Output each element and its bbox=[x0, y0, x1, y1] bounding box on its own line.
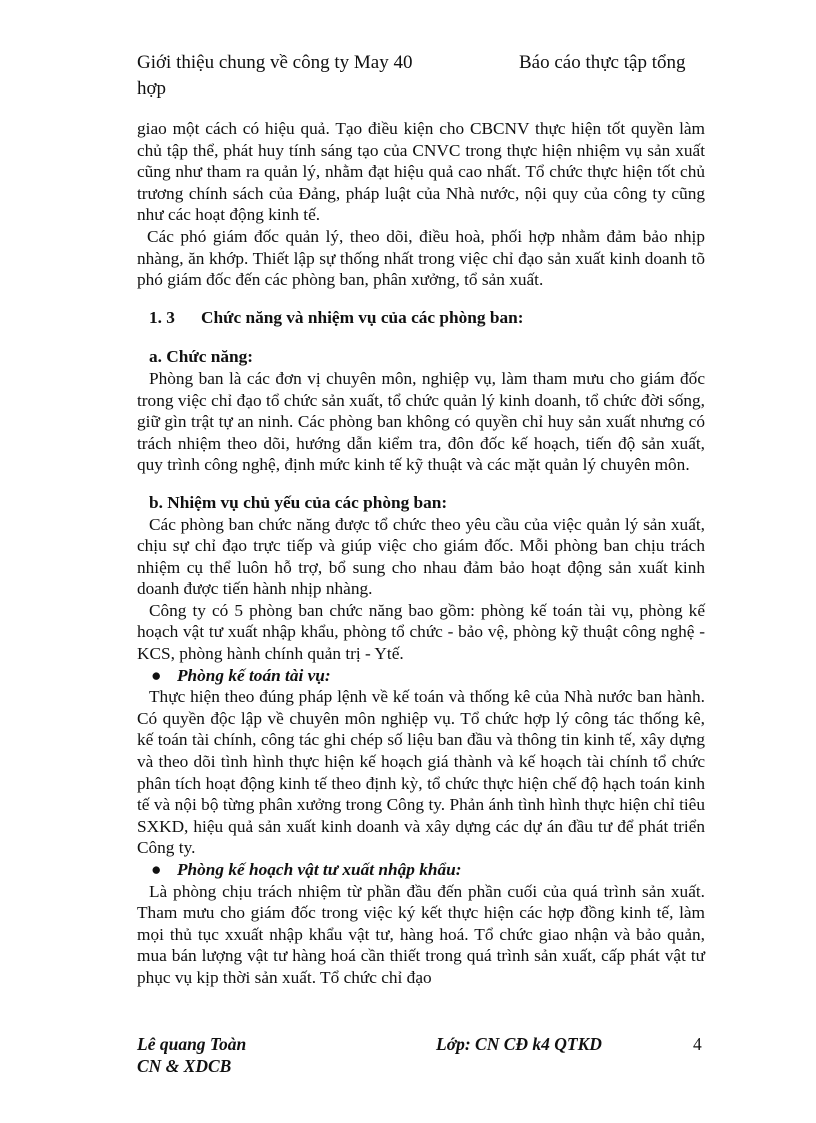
header-left-title: Giới thiệu chung về công ty May 40 bbox=[137, 52, 413, 73]
paragraph-2: Các phó giám đốc quản lý, theo dõi, điều hoà, phối hợp nhằm đảm bảo nhịp nhàng, ăn khớp. Thiết lập sự thống nhất trong việc chỉ đạo sản xuất kinh doanh tõ phó giám đốc đến các phòng ban, phân xưởng, tổ sản xuất. bbox=[137, 226, 705, 290]
paragraph-3: Phòng ban là các đơn vị chuyên môn, nghiệp vụ, làm tham mưu cho giám đốc trong việc chỉ đạo tổ chức sản xuất, tổ chức quản lý kinh doanh, tổ chức đời sống, giữ gìn trật tự an ninh. Các phòng ban không có quyền chỉ huy sản xuất nhưng có trách nhiệm theo dõi, hướng dẫn kiểm tra, đôn đốc kế hoạch, tiến độ sản xuất, quy trình công nghệ, định mức kinh tế kỹ thuật và các mặt quản lý chuyên môn. bbox=[137, 368, 705, 475]
paragraph-7: Là phòng chịu trách nhiệm từ phần đầu đến phần cuối của quá trình sản xuất. Tham mưu cho giám đốc trong việc ký kết thực hiện các hợp đồng kinh tế, làm mọi thủ tục xxuất nhập khẩu vật tư, hàng hoá. Tổ chức giao nhận và bảo quản, mua bán lượng vật tư hàng hoá cần thiết trong quá trình sản xuất, cấp phát vật tư phục vụ kịp thời sản xuất. Tổ chức chỉ đạo bbox=[137, 881, 705, 987]
section-heading bbox=[137, 307, 705, 329]
footer-class: Lớp: CN CĐ k4 QTKD bbox=[436, 1034, 602, 1054]
bullet-heading-accounting bbox=[137, 665, 705, 687]
page-footer bbox=[137, 1033, 707, 1077]
paragraph-1: giao một cách có hiệu quả. Tạo điều kiện cho CBCNV thực hiện tốt quyền làm chủ tập thể, phát huy tính sáng tạo của CNVC trong thực hiện nhiệm vụ sản xuất cũng như tham ra quản lý, nhằm đạt hiệu quả cao nhất. Tổ chức thực hiện tốt chủ trương chính sách của Đảng, pháp luật của Nhà nước, nội quy của công ty cũng như các hoạt động kinh tế. bbox=[137, 119, 705, 225]
footer-author: Lê quang Toàn bbox=[137, 1034, 247, 1054]
bullet-heading-planning bbox=[137, 859, 705, 881]
subheading-a: a. Chức năng: bbox=[149, 347, 253, 367]
document-body bbox=[137, 118, 705, 989]
paragraph-4: Các phòng ban chức năng được tổ chức theo yêu cầu của việc quản lý sản xuất, chịu sự chỉ đạo trực tiếp và giúp việc cho giám đốc. Mỗi phòng ban chịu trách nhiệm cụ thể luôn hỗ trợ, bổ sung cho nhau đảm bảo hoạt động sản xuất kinh doanh được tiến hành nhịp nhàng. bbox=[137, 514, 705, 599]
header-right-title: Báo cáo thực tập tổng bbox=[519, 52, 686, 73]
paragraph-5: Công ty có 5 phòng ban chức năng bao gồm: phòng kế toán tài vụ, phòng kế hoạch vật tư xuất nhập khẩu, phòng tổ chức - bảo vệ, phòng kỹ thuật công nghệ - KCS, phòng hành chính quản trị - Ytế. bbox=[137, 600, 705, 664]
subheading-b: b. Nhiệm vụ chủ yếu của các phòng ban: bbox=[149, 492, 448, 512]
bullet-label-accounting: Phòng kế toán tài vụ: bbox=[177, 665, 331, 685]
section-title: Chức năng và nhiệm vụ của các phòng ban: bbox=[201, 307, 524, 327]
bullet-icon: ● bbox=[151, 860, 162, 879]
page-header bbox=[137, 50, 717, 102]
bullet-icon: ● bbox=[151, 665, 162, 685]
paragraph-6: Thực hiện theo đúng pháp lệnh về kế toán và thống kê của Nhà nước ban hành. Có quyền độc lập về chuyên môn nghiệp vụ. Tổ chức hợp lý công tác thống kê, kế toán tài chính, công tác ghi chép số liệu ban đầu và thông tin kinh tế, xây dựng và theo dõi tình hình thực hiện kế hoạch giá thành và kế hoạch tài chính tổ chức phân tích hoạt động kinh tế theo định kỳ, tổ chức thực hiện chế độ hạch toán kinh tế và nội bộ từng phân xưởng trong Công ty. Phản ánh tình hình thực hiện chỉ tiêu SXKD, hiệu quả sản xuất kinh doanh và xây dựng các dự án đầu tư để phát triển Công ty. bbox=[137, 687, 705, 858]
section-number: 1. 3 bbox=[149, 307, 175, 327]
header-continuation: hợp bbox=[137, 78, 167, 99]
footer-line-2: CN & XDCB bbox=[137, 1056, 232, 1076]
bullet-label-planning: Phòng kế hoạch vật tư xuất nhập khẩu: bbox=[177, 860, 462, 879]
page-number: 4 bbox=[693, 1034, 702, 1054]
